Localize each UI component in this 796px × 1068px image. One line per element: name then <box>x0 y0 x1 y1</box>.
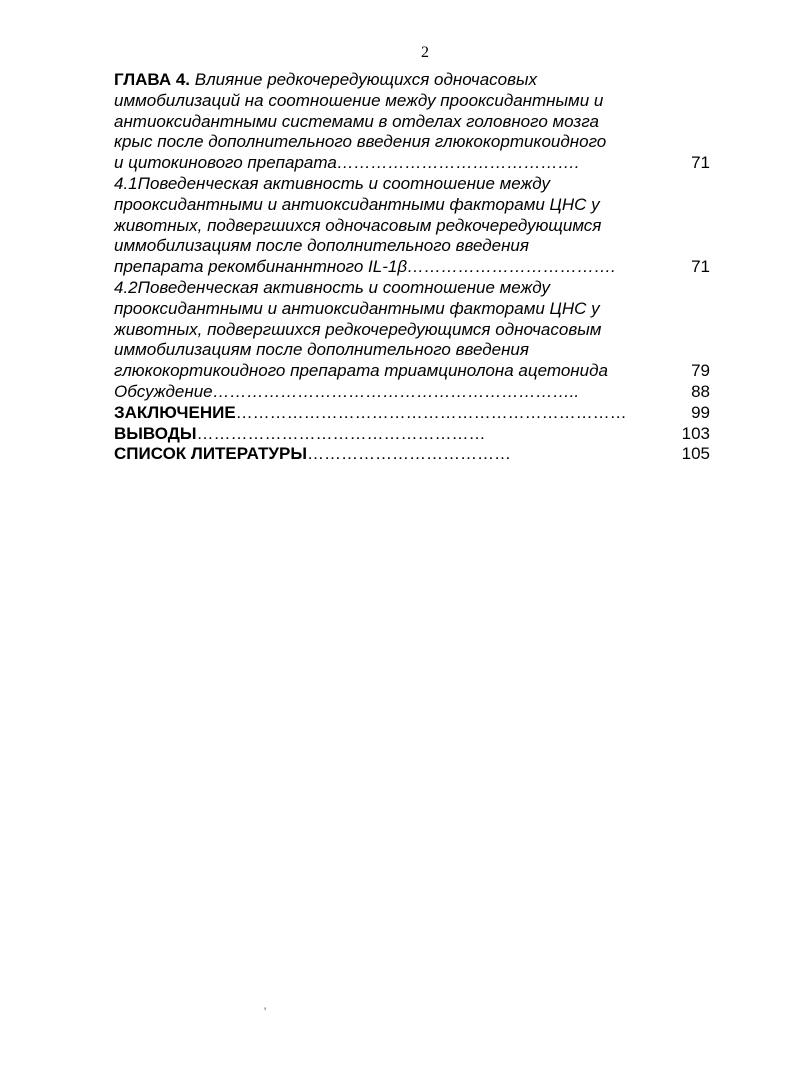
toc-entry-section-4-1 <box>114 174 714 278</box>
toc-entry-conclusion <box>114 403 714 424</box>
toc-entry-chapter-4 <box>114 70 714 174</box>
section-4-1-line: иммобилизациям после дополнительного введения <box>114 236 529 256</box>
toc-entry-section-4-2 <box>114 278 714 382</box>
references-label: СПИСОК ЛИТЕРАТУРЫ <box>114 444 307 464</box>
findings-leader-dots: …………………………………………… <box>196 423 486 443</box>
references-page: 105 <box>681 444 710 464</box>
references-leader-dots: ……………………………… <box>306 444 511 464</box>
discussion-label: Обсуждение……………………………………………………….. <box>114 381 580 401</box>
section-4-2-line: 4.2Поведенческая активность и соотношение между <box>114 277 550 297</box>
conclusion-label: ЗАКЛЮЧЕНИЕ <box>114 402 236 422</box>
chapter-4-title-line: Влияние редкочередующихся одночасовых <box>190 70 538 89</box>
discussion-page: 88 <box>691 381 710 401</box>
section-4-1-line: препарата рекомбинаннтного IL-1β………………………………. <box>114 257 616 277</box>
conclusion-page: 99 <box>691 402 710 422</box>
page-number: 2 <box>421 44 429 61</box>
section-4-1-line: прооксидантными и антиоксидантными факторами ЦНС у <box>114 194 600 214</box>
section-4-2-line: глюкокортикоидного препарата триамцинолона ацетонида <box>114 361 608 381</box>
section-4-2-line: прооксидантными и антиоксидантными факторами ЦНС у <box>114 298 600 318</box>
table-of-contents <box>114 70 714 465</box>
chapter-4-title-line: и цитокинового препарата……………………………………. <box>114 153 580 173</box>
toc-entry-references <box>114 444 714 465</box>
chapter-4-label: ГЛАВА 4. <box>114 70 191 89</box>
toc-entry-discussion <box>114 382 714 403</box>
chapter-4-page: 71 <box>691 153 710 173</box>
findings-page: 103 <box>681 423 710 443</box>
section-4-2-line: иммобилизациям после дополнительного введения <box>114 340 529 360</box>
section-4-1-page: 71 <box>691 257 710 277</box>
chapter-4-title-line: иммобилизаций на соотношение между прооксидантными и <box>114 90 604 110</box>
findings-label: ВЫВОДЫ <box>114 423 197 443</box>
section-4-1-line: 4.1Поведенческая активность и соотношение между <box>114 173 550 193</box>
chapter-4-title-line: крыс после дополнительного введения глюкокортикоидного <box>114 132 607 152</box>
section-4-2-line: животных, подвергшихся редкочередующимся одночасовым <box>114 319 602 339</box>
conclusion-leader-dots: …………………………………………………………… <box>235 402 627 422</box>
stray-mark: ' <box>264 1004 267 1018</box>
toc-entry-findings <box>114 424 714 445</box>
section-4-2-page: 79 <box>691 361 710 381</box>
section-4-1-line: животных, подвергшихся одночасовым редкочередующимся <box>114 215 602 235</box>
chapter-4-title-line: антиоксидантными системами в отделах головного мозга <box>114 111 599 131</box>
